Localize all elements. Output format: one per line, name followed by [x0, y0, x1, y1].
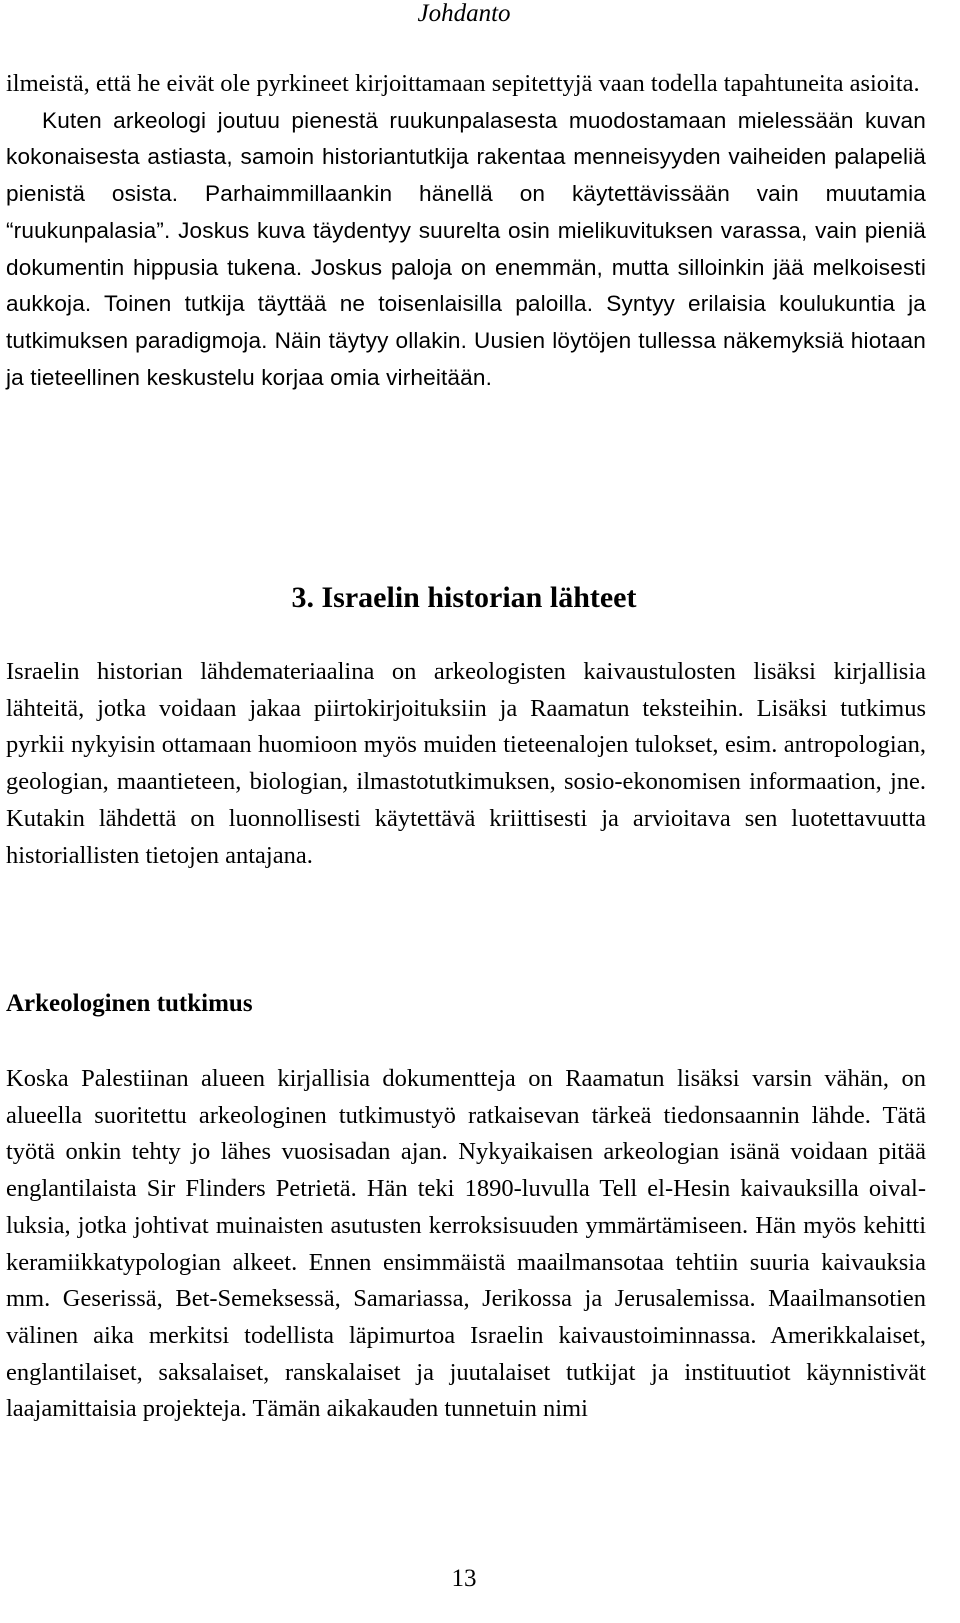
chapter-heading: 3. Israelin historian lähteet: [291, 581, 637, 614]
section-heading: Arkeologinen tutkimus: [6, 990, 253, 1017]
intro-paragraph-sans: [6, 108, 926, 390]
section-paragraph: Koska Palestiinan alueen kirjallisia dokumentteja on Raamatun lisäksi varsin vähän, on alueella suoritettu arkeologinen tutkimustyö ratkaisevan tärkeä tiedonsaannin lähde. Tätä työtä onkin tehty jo lähes vuosisadan ajan. Nykyaikaisen arkeologian isänä voidaan pitää englantilaista Sir Flinders Petrietä. Hän teki 1890-luvulla Tell el-Hesin kaivauksilla oivalluksia, jotka johtivat muinaisten asutusten kerroksisuuden ymmärtämiseen. Hän myös kehitti keramiikkatypologian alkeet. Ennen ensimmäistä maailmansotaa tehtiin suuria kaivauksia mm. Geserissä, Bet-Semeksessä, Samariassa, Jerikossa ja Jerusalemissa. Maailmansotien välinen aika merkitsi todellista läpimurtoa Israelin kaivaustoiminnassa. Amerikkalaiset, englantilaiset, saksalaiset, ranskalaiset ja juutalaiset tutkijat ja instituutiot käynnistivät laajamittaisia projekteja. Tämän aikakauden tunnetuin nimi: [6, 1065, 926, 1423]
running-header: Johdanto: [417, 0, 511, 27]
page-number: 13: [451, 1565, 477, 1592]
intro-sentence-main: Kuten arkeologi joutuu pienestä ruukunpalasesta muodostamaan mielessään kuvan kokonaisesta astiasta, samoin historiantutkija rakentaa menneisyyden vaiheiden palapeliä pienistä osista. Parhaimmillaankin hänellä on käytettävissään vain muutamia “ruukunpalasia”. Joskus kuva täydentyy suurelta osin mielikuvituksen varassa, vain pieniä dokumentin hippusia tukena. Joskus paloja on enemmän, mutta silloinkin jää melkoisesti aukkoja. Toinen tutkija täyttää ne toisenlaisilla paloilla. Syntyy erilaisia koulukuntia ja tutkimuksen paradigmoja. Näin täytyy ollakin. Uusien löytöjen tullessa näkemyksiä hiotaan ja tieteellinen keskustelu korjaa omia virheitään.: [6, 107, 926, 390]
intro-sentence-continued: ilmeistä, että he eivät ole pyrkineet kirjoittamaan sepitettyjä vaan todella tapahtuneita asioita.: [6, 70, 920, 97]
chapter-paragraph: Israelin historian lähdemateriaalina on arkeologisten kaivaustulosten lisäksi kirjallisia lähteitä, jotka voidaan jakaa piirtokirjoituksiin ja Raamatun teksteihin. Lisäksi tutkimus pyrkii nykyisin ottamaan huomioon myös muiden tieteenalojen tulokset, esim. antropologian, geologian, maantieteen, biologian, ilmastotutkimuksen, sosio-ekonomisen informaation, jne. Kutakin lähdettä on luonnollisesti käytettävä kriittisesti ja arvioitava sen luotettavuutta historiallisten tietojen antajana.: [6, 658, 926, 869]
intro-paragraph: [6, 66, 926, 396]
